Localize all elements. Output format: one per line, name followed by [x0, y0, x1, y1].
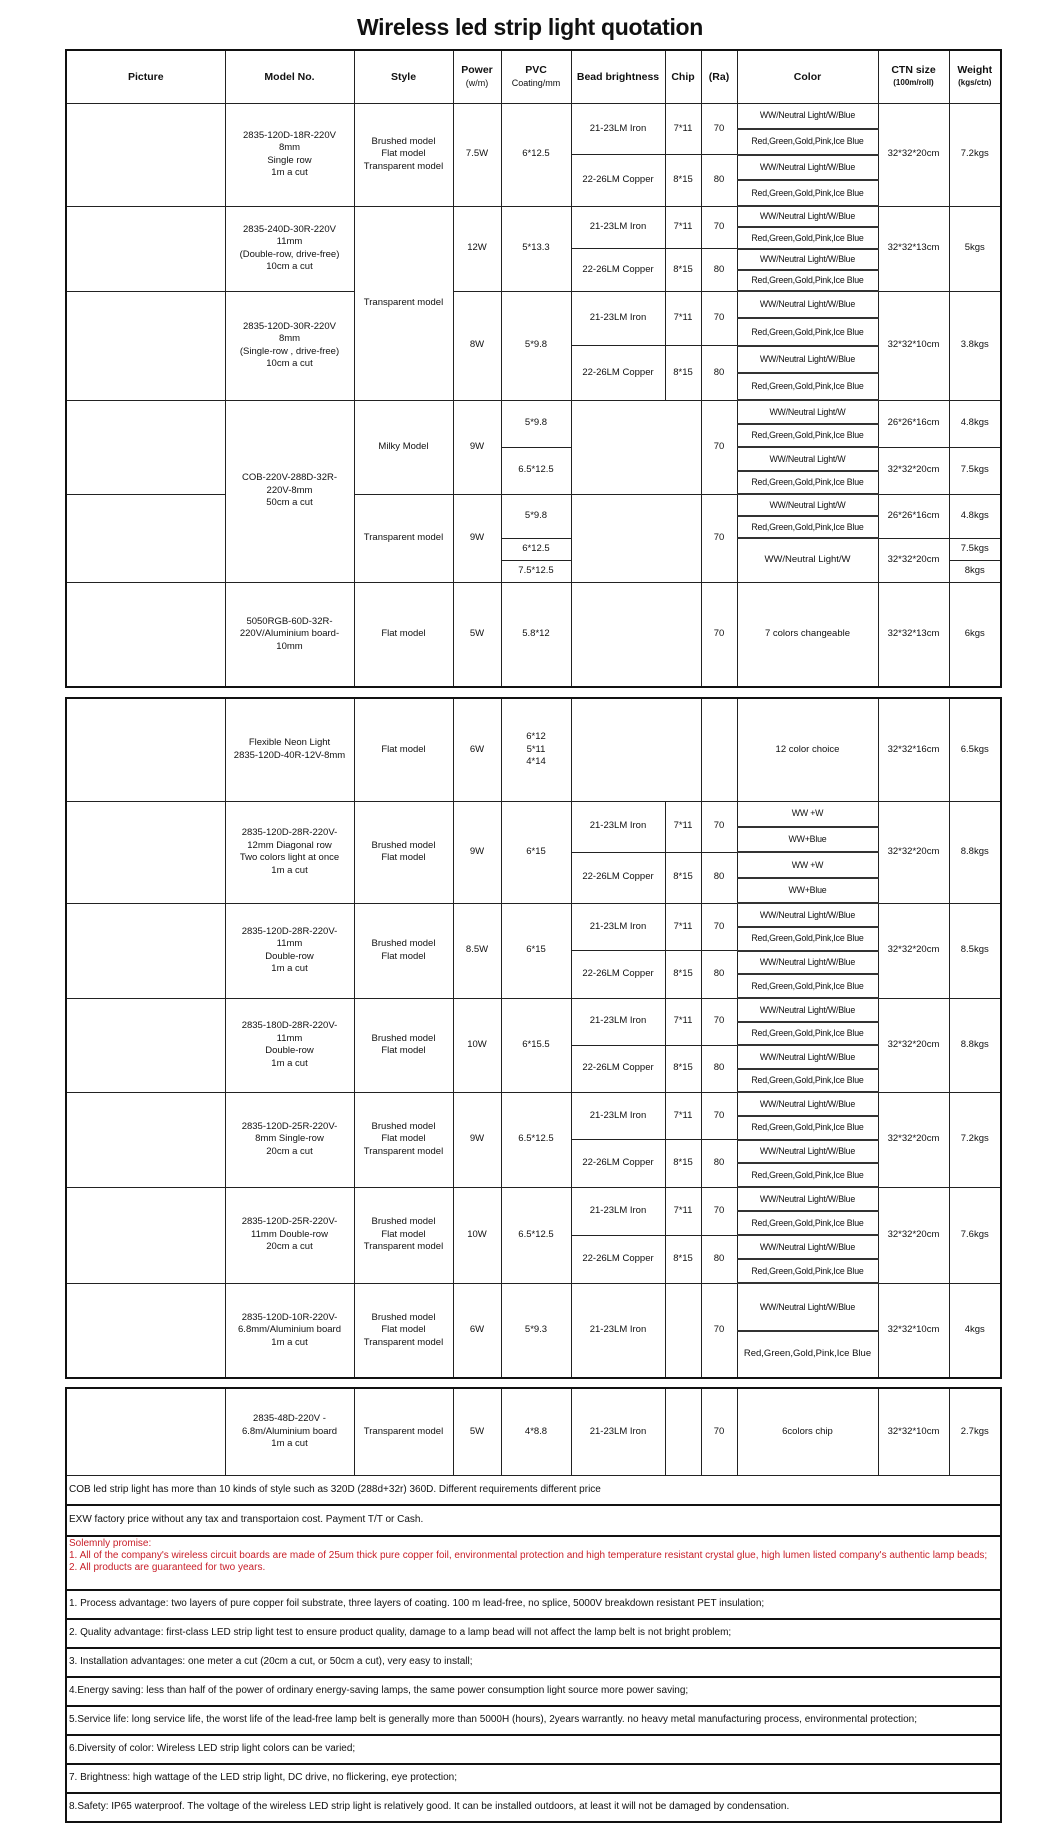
style: Brushed model Flat model Transparent model [354, 1092, 453, 1187]
ra: 70 [701, 801, 737, 852]
ctn-size: 32*32*16cm [878, 698, 949, 801]
style: Flat model [354, 582, 453, 687]
table-row [66, 1475, 1001, 1505]
column-header-ra [701, 50, 737, 103]
model-no: 2835-120D-28R-220V- 11mm Double-row 1m a cut [225, 903, 354, 998]
ra: 80 [701, 1140, 737, 1188]
table-row [66, 50, 1001, 103]
model-no: 2835-240D-30R-220V 11mm (Double-row, drive-free) 10cm a cut [225, 206, 354, 291]
color-option: WW +W [737, 852, 878, 878]
table-row [66, 1505, 1001, 1536]
header-label: Bead brightness [576, 70, 660, 83]
ra: 70 [701, 206, 737, 249]
table-row [66, 494, 1001, 516]
pvc-coating: 6*15 [501, 801, 571, 903]
color-option: Red,Green,Gold,Pink,Ice Blue [737, 1163, 878, 1187]
table-row [66, 1092, 1001, 1116]
power: 10W [453, 1187, 501, 1283]
chip: 8*15 [665, 852, 701, 903]
ctn-size: 32*32*20cm [878, 903, 949, 998]
bead-brightness: 21-23LM Iron [571, 291, 665, 346]
ctn-size: 26*26*16cm [878, 494, 949, 538]
quotation-table-part-1 [65, 49, 1002, 688]
color-option: WW/Neutral Light/W [737, 494, 878, 516]
model-no: 2835-120D-28R-220V- 12mm Diagonal row Two colors light at once 1m a cut [225, 801, 354, 903]
chip [665, 1388, 701, 1475]
table-row [66, 1793, 1001, 1822]
pvc-coating: 5*13.3 [501, 206, 571, 291]
power: 9W [453, 494, 501, 582]
color-option: 12 color choice [737, 698, 878, 801]
page-title: Wireless led strip light quotation [356, 14, 704, 40]
color-option: 7 colors changeable [737, 582, 878, 687]
pvc-coating: 6*12.5 [501, 103, 571, 206]
ra: 80 [701, 852, 737, 903]
table-row [66, 1283, 1001, 1331]
weight: 8.5kgs [949, 903, 1001, 998]
weight: 6kgs [949, 582, 1001, 687]
header-label: (Ra) [708, 70, 730, 83]
weight: 5kgs [949, 206, 1001, 291]
picture-cell [66, 1283, 225, 1378]
picture-cell [66, 291, 225, 400]
pvc-coating: 6.5*12.5 [501, 447, 571, 494]
column-header-bead [571, 50, 665, 103]
color-option: WW/Neutral Light/W/Blue [737, 998, 878, 1022]
advantage-item: 1. Process advantage: two layers of pure copper foil substrate, three layers of coating. 100 m lead-free, no splice, 5000V breakdown resistant PET insulation; [66, 1590, 1001, 1619]
ra: 70 [701, 1092, 737, 1140]
header-label: Model No. [264, 70, 315, 83]
bead-brightness: 22-26LM Copper [571, 1045, 665, 1092]
picture-cell [66, 103, 225, 206]
ctn-size: 32*32*10cm [878, 291, 949, 400]
chip: 8*15 [665, 1235, 701, 1283]
color-option: WW/Neutral Light/W/Blue [737, 1092, 878, 1116]
weight: 2.7kgs [949, 1388, 1001, 1475]
chip [665, 1283, 701, 1378]
weight: 4.8kgs [949, 494, 1001, 538]
advantage-item: 4.Energy saving: less than half of the power of ordinary energy-saving lamps, the same power consumption light source more power saving; [66, 1677, 1001, 1706]
weight: 7.6kgs [949, 1187, 1001, 1283]
power: 9W [453, 400, 501, 494]
bead-brightness: 22-26LM Copper [571, 852, 665, 903]
power: 6W [453, 1283, 501, 1378]
ra: 70 [701, 291, 737, 346]
weight: 7.2kgs [949, 103, 1001, 206]
chip: 8*15 [665, 951, 701, 999]
ra: 80 [701, 155, 737, 207]
picture-cell [66, 582, 225, 687]
quotation-table [65, 697, 1002, 1379]
bead-brightness: 21-23LM Iron [571, 206, 665, 249]
style: Transparent model [354, 206, 453, 400]
color-option: Red,Green,Gold,Pink,Ice Blue [737, 373, 878, 400]
header-label: PVC [525, 64, 547, 77]
chip: 8*15 [665, 155, 701, 207]
bead-brightness: 22-26LM Copper [571, 249, 665, 292]
table-row [66, 998, 1001, 1022]
header-label: Weight [957, 64, 993, 77]
ra: 80 [701, 1045, 737, 1092]
table-row [66, 291, 1001, 318]
table-row [66, 1536, 1001, 1590]
header-unit: Coating/mm [511, 77, 561, 88]
power: 8.5W [453, 903, 501, 998]
power: 9W [453, 1092, 501, 1187]
effect-photo-cell [571, 582, 701, 687]
color-option: WW/Neutral Light/W/Blue [737, 951, 878, 975]
quotation-table-part-2 [65, 697, 1002, 1379]
color-option: Red,Green,Gold,Pink,Ice Blue [737, 1116, 878, 1140]
picture-cell [66, 400, 225, 494]
table-row [66, 1735, 1001, 1764]
column-header-picture [66, 50, 225, 103]
advantage-item: 2. Quality advantage: first-class LED strip light test to ensure product quality, damage to a lamp bead will not affect the lamp belt is not bright problem; [66, 1619, 1001, 1648]
model-no: 5050RGB-60D-32R- 220V/Aluminium board- 10mm [225, 582, 354, 687]
color-option: Red,Green,Gold,Pink,Ice Blue [737, 927, 878, 951]
weight: 8.8kgs [949, 801, 1001, 903]
color-option: WW/Neutral Light/W/Blue [737, 903, 878, 927]
table-row [66, 1187, 1001, 1211]
note-cob-styles: COB led strip light has more than 10 kinds of style such as 320D (288d+32r) 360D. Different requirements different price [66, 1475, 1001, 1505]
color-option: Red,Green,Gold,Pink,Ice Blue [737, 1022, 878, 1046]
color-option: WW/Neutral Light/W/Blue [737, 155, 878, 181]
column-header-color [737, 50, 878, 103]
chip: 8*15 [665, 346, 701, 401]
weight: 3.8kgs [949, 291, 1001, 400]
model-no: 2835-120D-25R-220V- 11mm Double-row 20cm a cut [225, 1187, 354, 1283]
table-row [66, 1590, 1001, 1619]
style: Transparent model [354, 1388, 453, 1475]
style: Flat model [354, 698, 453, 801]
header-unit: (kgs/ctn) [958, 77, 992, 87]
weight: 4kgs [949, 1283, 1001, 1378]
color-option: Red,Green,Gold,Pink,Ice Blue [737, 1211, 878, 1235]
header-unit: (w/m) [465, 77, 489, 88]
weight: 8kgs [949, 560, 1001, 582]
style: Milky Model [354, 400, 453, 494]
model-no: 2835-120D-25R-220V- 8mm Single-row 20cm a cut [225, 1092, 354, 1187]
color-option: Red,Green,Gold,Pink,Ice Blue [737, 270, 878, 291]
header-label: Color [793, 70, 822, 83]
table-row [66, 1388, 1001, 1475]
color-option: WW/Neutral Light/W/Blue [737, 103, 878, 129]
ra: 70 [701, 494, 737, 582]
chip: 7*11 [665, 1092, 701, 1140]
ctn-size: 32*32*13cm [878, 582, 949, 687]
chip: 7*11 [665, 903, 701, 951]
model-no: 2835-120D-18R-220V 8mm Single row 1m a cut [225, 103, 354, 206]
picture-cell [66, 801, 225, 903]
ctn-size: 32*32*20cm [878, 103, 949, 206]
ra: 70 [701, 1283, 737, 1378]
style: Brushed model Flat model Transparent model [354, 103, 453, 206]
table-row [66, 1619, 1001, 1648]
ctn-size: 26*26*16cm [878, 400, 949, 447]
style: Brushed model Flat model [354, 903, 453, 998]
bead-brightness: 22-26LM Copper [571, 1235, 665, 1283]
color-option: WW/Neutral Light/W/Blue [737, 206, 878, 227]
bead-brightness: 21-23LM Iron [571, 1092, 665, 1140]
chip: 7*11 [665, 206, 701, 249]
ra: 70 [701, 582, 737, 687]
bead-brightness: 21-23LM Iron [571, 1283, 665, 1378]
pvc-coating: 6.5*12.5 [501, 1187, 571, 1283]
picture-cell [66, 1187, 225, 1283]
bead-brightness: 22-26LM Copper [571, 155, 665, 207]
color-option: WW/Neutral Light/W [737, 538, 878, 582]
ra [701, 698, 737, 801]
style: Brushed model Flat model Transparent model [354, 1187, 453, 1283]
column-header-power [453, 50, 501, 103]
bead-brightness: 22-26LM Copper [571, 951, 665, 999]
model-no: COB-220V-288D-32R- 220V-8mm 50cm a cut [225, 400, 354, 582]
pvc-coating: 7.5*12.5 [501, 560, 571, 582]
style: Brushed model Flat model [354, 801, 453, 903]
weight: 7.5kgs [949, 447, 1001, 494]
color-option: WW/Neutral Light/W [737, 400, 878, 424]
chip: 7*11 [665, 291, 701, 346]
effect-photo-cell [571, 400, 701, 494]
weight: 4.8kgs [949, 400, 1001, 447]
ctn-size: 32*32*20cm [878, 998, 949, 1092]
color-option: Red,Green,Gold,Pink,Ice Blue [737, 1259, 878, 1283]
column-header-weight [949, 50, 1001, 103]
power: 8W [453, 291, 501, 400]
table-row [66, 1764, 1001, 1793]
color-option: Red,Green,Gold,Pink,Ice Blue [737, 471, 878, 495]
weight: 7.5kgs [949, 538, 1001, 560]
power: 10W [453, 998, 501, 1092]
header-unit: (100m/roll) [893, 77, 934, 87]
color-option: WW/Neutral Light/W/Blue [737, 1140, 878, 1164]
ra: 70 [701, 1388, 737, 1475]
chip: 8*15 [665, 1140, 701, 1188]
color-option: WW/Neutral Light/W/Blue [737, 1283, 878, 1331]
table-row [66, 1677, 1001, 1706]
ra: 70 [701, 400, 737, 494]
color-option: WW +W [737, 801, 878, 827]
ctn-size: 32*32*20cm [878, 801, 949, 903]
quotation-table-part-3 [65, 1387, 1002, 1823]
power: 7.5W [453, 103, 501, 206]
table-row [66, 103, 1001, 129]
advantage-item: 3. Installation advantages: one meter a cut (20cm a cut, or 50cm a cut), very easy to install; [66, 1648, 1001, 1677]
ra: 80 [701, 951, 737, 999]
table-row [66, 903, 1001, 927]
note-promise: Solemnly promise: 1. All of the company's wireless circuit boards are made of 25um thick pure copper foil, environmental protection and high temperature resistant crystal glue, high lumen listed company's authentic lamp beads; 2. All products are guaranteed for two years. [66, 1536, 1001, 1590]
picture-cell [66, 903, 225, 998]
pvc-coating: 6*12.5 [501, 538, 571, 560]
style: Brushed model Flat model Transparent model [354, 1283, 453, 1378]
ctn-size: 32*32*20cm [878, 447, 949, 494]
ra: 70 [701, 103, 737, 155]
model-no: 2835-48D-220V - 6.8m/Aluminium board 1m a cut [225, 1388, 354, 1475]
pvc-coating: 6*15 [501, 903, 571, 998]
color-option: WW+Blue [737, 878, 878, 904]
color-option: WW/Neutral Light/W/Blue [737, 346, 878, 373]
color-option: Red,Green,Gold,Pink,Ice Blue [737, 974, 878, 998]
table-row [66, 1648, 1001, 1677]
bead-brightness: 21-23LM Iron [571, 1187, 665, 1235]
advantage-item: 8.Safety: IP65 waterproof. The voltage of the wireless LED strip light is relatively good. It can be installed outdoors, at least it will not be damaged by condensation. [66, 1793, 1001, 1822]
header-label: Power [461, 64, 493, 77]
ctn-size: 32*32*10cm [878, 1388, 949, 1475]
power: 6W [453, 698, 501, 801]
bead-brightness: 21-23LM Iron [571, 998, 665, 1045]
weight: 8.8kgs [949, 998, 1001, 1092]
table-row [66, 801, 1001, 827]
weight: 6.5kgs [949, 698, 1001, 801]
color-option: WW/Neutral Light/W/Blue [737, 1235, 878, 1259]
picture-cell [66, 698, 225, 801]
bead-brightness: 21-23LM Iron [571, 1388, 665, 1475]
advantage-item: 5.Service life: long service life, the worst life of the lead-free lamp belt is generally more than 5000H (hours), 2years warrantly. no heavy metal manufacturing process, environmental protection; [66, 1706, 1001, 1735]
bead-brightness: 22-26LM Copper [571, 1140, 665, 1188]
quotation-table [65, 49, 1002, 688]
pvc-coating: 5*9.3 [501, 1283, 571, 1378]
pvc-coating: 5.8*12 [501, 582, 571, 687]
quotation-table [65, 1387, 1002, 1823]
weight: 7.2kgs [949, 1092, 1001, 1187]
pvc-coating: 6.5*12.5 [501, 1092, 571, 1187]
table-row [66, 1706, 1001, 1735]
table-row [66, 206, 1001, 227]
color-option: 6colors chip [737, 1388, 878, 1475]
header-label: CTN size [891, 64, 936, 77]
color-option: Red,Green,Gold,Pink,Ice Blue [737, 129, 878, 155]
picture-cell [66, 998, 225, 1092]
ctn-size: 32*32*20cm [878, 538, 949, 582]
color-option: Red,Green,Gold,Pink,Ice Blue [737, 1331, 878, 1379]
model-no: 2835-120D-10R-220V- 6.8mm/Aluminium board 1m a cut [225, 1283, 354, 1378]
picture-cell [66, 206, 225, 291]
ra: 70 [701, 1187, 737, 1235]
power: 5W [453, 1388, 501, 1475]
picture-cell [66, 1092, 225, 1187]
color-option: Red,Green,Gold,Pink,Ice Blue [737, 516, 878, 538]
ra: 80 [701, 1235, 737, 1283]
model-no: Flexible Neon Light 2835-120D-40R-12V-8mm [225, 698, 354, 801]
chip: 7*11 [665, 998, 701, 1045]
chip: 7*11 [665, 103, 701, 155]
ctn-size: 32*32*20cm [878, 1092, 949, 1187]
color-option: Red,Green,Gold,Pink,Ice Blue [737, 1069, 878, 1093]
advantage-item: 6.Diversity of color: Wireless LED strip light colors can be varied; [66, 1735, 1001, 1764]
header-label: Chip [671, 70, 695, 83]
pvc-coating: 5*9.8 [501, 494, 571, 538]
color-option: Red,Green,Gold,Pink,Ice Blue [737, 227, 878, 248]
ra: 80 [701, 249, 737, 292]
ra: 80 [701, 346, 737, 401]
effect-photo-cell [571, 494, 701, 582]
color-option: WW/Neutral Light/W/Blue [737, 1045, 878, 1069]
ra: 70 [701, 903, 737, 951]
ctn-size: 32*32*10cm [878, 1283, 949, 1378]
advantage-item: 7. Brightness: high wattage of the LED strip light, DC drive, no flickering, eye protection; [66, 1764, 1001, 1793]
chip: 7*11 [665, 801, 701, 852]
ctn-size: 32*32*13cm [878, 206, 949, 291]
header-label: Picture [127, 70, 164, 83]
bead-brightness: 21-23LM Iron [571, 903, 665, 951]
color-option: Red,Green,Gold,Pink,Ice Blue [737, 180, 878, 206]
bead-brightness: 21-23LM Iron [571, 801, 665, 852]
picture-cell [66, 1388, 225, 1475]
column-header-pvc [501, 50, 571, 103]
picture-cell [66, 494, 225, 582]
column-header-model [225, 50, 354, 103]
color-option: WW+Blue [737, 827, 878, 853]
column-header-style [354, 50, 453, 103]
header-label: Style [390, 70, 417, 83]
bead-brightness: 21-23LM Iron [571, 103, 665, 155]
color-option: WW/Neutral Light/W/Blue [737, 291, 878, 318]
model-no: 2835-180D-28R-220V- 11mm Double-row 1m a cut [225, 998, 354, 1092]
model-no: 2835-120D-30R-220V 8mm (Single-row , drive-free) 10cm a cut [225, 291, 354, 400]
table-row [66, 582, 1001, 687]
style: Brushed model Flat model [354, 998, 453, 1092]
table-row [66, 400, 1001, 424]
pvc-coating: 6*12 5*11 4*14 [501, 698, 571, 801]
column-header-chip [665, 50, 701, 103]
chip: 8*15 [665, 249, 701, 292]
color-option: Red,Green,Gold,Pink,Ice Blue [737, 318, 878, 345]
power: 9W [453, 801, 501, 903]
pvc-coating: 5*9.8 [501, 400, 571, 447]
ctn-size: 32*32*20cm [878, 1187, 949, 1283]
color-option: WW/Neutral Light/W/Blue [737, 1187, 878, 1211]
style: Transparent model [354, 494, 453, 582]
column-header-ctn [878, 50, 949, 103]
chip: 7*11 [665, 1187, 701, 1235]
power: 5W [453, 582, 501, 687]
color-option: WW/Neutral Light/W [737, 447, 878, 471]
table-row [66, 698, 1001, 801]
color-option: WW/Neutral Light/W/Blue [737, 249, 878, 270]
chip: 8*15 [665, 1045, 701, 1092]
color-option: Red,Green,Gold,Pink,Ice Blue [737, 424, 878, 448]
pvc-coating: 6*15.5 [501, 998, 571, 1092]
note-exw-price: EXW factory price without any tax and transportaion cost. Payment T/T or Cash. [66, 1505, 1001, 1536]
effect-photo-cell [571, 698, 701, 801]
bead-brightness: 22-26LM Copper [571, 346, 665, 401]
power: 12W [453, 206, 501, 291]
pvc-coating: 4*8.8 [501, 1388, 571, 1475]
ra: 70 [701, 998, 737, 1045]
pvc-coating: 5*9.8 [501, 291, 571, 400]
